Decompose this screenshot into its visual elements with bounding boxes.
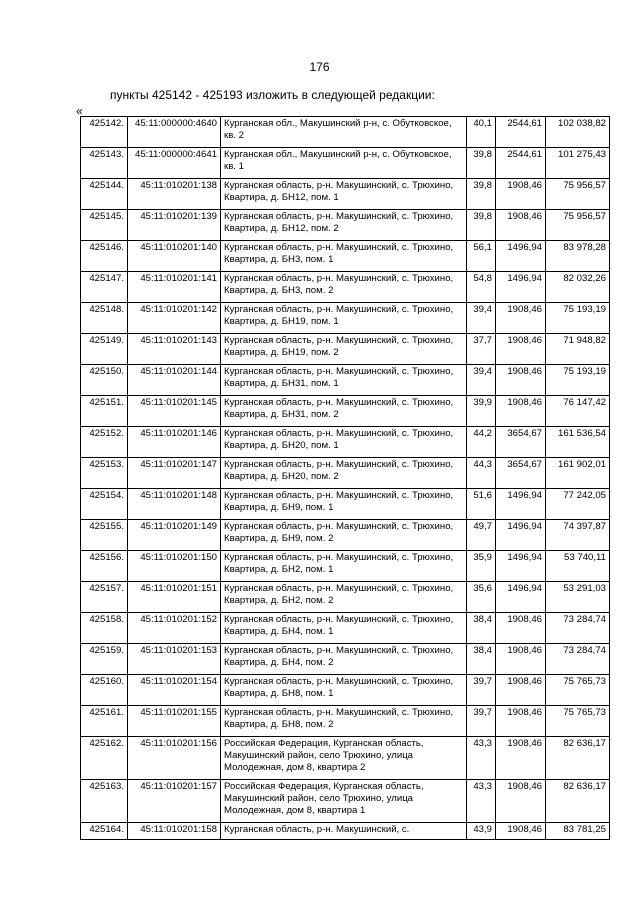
table-row [81, 644, 610, 675]
row-number-cell: 425146. [81, 241, 128, 272]
row-number-cell: 425143. [81, 148, 128, 179]
address-cell: Курганская область, р-н. Макушинский, с. Трюхино, Квартира, д. БН3, пом. 2 [221, 272, 467, 303]
address-cell: Курганская область, р-н. Макушинский, с. Трюхино, Квартира, д. БН3, пом. 1 [221, 241, 467, 272]
specific-value-cell: 2544,61 [496, 148, 546, 179]
table-row [81, 210, 610, 241]
specific-value-cell: 1496,94 [496, 489, 546, 520]
address-cell: Курганская область, р-н. Макушинский, с. Трюхино, Квартира, д. БН8, пом. 1 [221, 675, 467, 706]
table-row [81, 117, 610, 148]
address-cell: Курганская область, р-н. Макушинский, с. Трюхино, Квартира, д. БН2, пом. 2 [221, 582, 467, 613]
area-cell: 38,4 [467, 644, 496, 675]
area-cell: 56,1 [467, 241, 496, 272]
row-number-cell: 425155. [81, 520, 128, 551]
row-number-cell: 425153. [81, 458, 128, 489]
area-cell: 51,6 [467, 489, 496, 520]
row-number-cell: 425163. [81, 780, 128, 823]
table-row [81, 489, 610, 520]
cadastral-value-cell: 53 740,11 [546, 551, 610, 582]
area-cell: 40,1 [467, 117, 496, 148]
specific-value-cell: 3654,67 [496, 458, 546, 489]
cadastral-number-cell: 45:11:010201:138 [128, 179, 221, 210]
cadastral-value-cell: 102 038,82 [546, 117, 610, 148]
cadastral-number-cell: 45:11:010201:144 [128, 365, 221, 396]
specific-value-cell: 2544,61 [496, 117, 546, 148]
cadastral-value-cell: 82 636,17 [546, 737, 610, 780]
area-cell: 43,3 [467, 737, 496, 780]
cadastral-number-cell: 45:11:010201:153 [128, 644, 221, 675]
address-cell: Курганская область, р-н. Макушинский, с. Трюхино, Квартира, д. БН12, пом. 1 [221, 179, 467, 210]
address-cell: Курганская область, р-н. Макушинский, с. Трюхино, Квартира, д. БН4, пом. 1 [221, 613, 467, 644]
row-number-cell: 425158. [81, 613, 128, 644]
table-row [81, 365, 610, 396]
table-row [81, 396, 610, 427]
cadastral-number-cell: 45:11:010201:156 [128, 737, 221, 780]
area-cell: 39,9 [467, 396, 496, 427]
table-row [81, 334, 610, 365]
cadastral-number-cell: 45:11:010201:155 [128, 706, 221, 737]
cadastral-number-cell: 45:11:010201:139 [128, 210, 221, 241]
specific-value-cell: 1908,46 [496, 210, 546, 241]
specific-value-cell: 1496,94 [496, 520, 546, 551]
area-cell: 35,6 [467, 582, 496, 613]
specific-value-cell: 1496,94 [496, 272, 546, 303]
table-row [81, 737, 610, 780]
area-cell: 39,8 [467, 148, 496, 179]
area-cell: 37,7 [467, 334, 496, 365]
table-row [81, 780, 610, 823]
page-number: 176 [309, 60, 330, 74]
specific-value-cell: 1908,46 [496, 396, 546, 427]
specific-value-cell: 1908,46 [496, 613, 546, 644]
cadastral-value-cell: 75 956,57 [546, 179, 610, 210]
specific-value-cell: 1908,46 [496, 823, 546, 840]
address-cell: Курганская область, р-н. Макушинский, с. Трюхино, Квартира, д. БН9, пом. 1 [221, 489, 467, 520]
cadastral-number-cell: 45:11:010201:147 [128, 458, 221, 489]
cadastral-number-cell: 45:11:000000:4640 [128, 117, 221, 148]
cadastral-value-cell: 161 536,54 [546, 427, 610, 458]
specific-value-cell: 1908,46 [496, 334, 546, 365]
row-number-cell: 425164. [81, 823, 128, 840]
cadastral-number-cell: 45:11:010201:142 [128, 303, 221, 334]
row-number-cell: 425144. [81, 179, 128, 210]
row-number-cell: 425148. [81, 303, 128, 334]
cadastral-value-cell: 75 765,73 [546, 706, 610, 737]
address-cell: Курганская область, р-н. Макушинский, с. Трюхино, Квартира, д. БН8, пом. 2 [221, 706, 467, 737]
row-number-cell: 425142. [81, 117, 128, 148]
specific-value-cell: 1496,94 [496, 241, 546, 272]
cadastral-number-cell: 45:11:010201:157 [128, 780, 221, 823]
row-number-cell: 425145. [81, 210, 128, 241]
area-cell: 39,7 [467, 675, 496, 706]
area-cell: 39,7 [467, 706, 496, 737]
area-cell: 44,2 [467, 427, 496, 458]
address-cell: Курганская обл., Макушинский р-н, с. Обутковское, кв. 1 [221, 148, 467, 179]
opening-quote: « [76, 104, 83, 118]
cadastral-number-cell: 45:11:010201:140 [128, 241, 221, 272]
address-cell: Курганская область, р-н. Макушинский, с. Трюхино, Квартира, д. БН9, пом. 2 [221, 520, 467, 551]
address-cell: Курганская область, р-н. Макушинский, с. Трюхино, Квартира, д. БН31, пом. 2 [221, 396, 467, 427]
specific-value-cell: 1908,46 [496, 675, 546, 706]
cadastral-value-cell: 53 291,03 [546, 582, 610, 613]
specific-value-cell: 3654,67 [496, 427, 546, 458]
cadastral-number-cell: 45:11:000000:4641 [128, 148, 221, 179]
cadastral-value-cell: 71 948,82 [546, 334, 610, 365]
specific-value-cell: 1908,46 [496, 780, 546, 823]
cadastral-value-cell: 73 284,74 [546, 613, 610, 644]
cadastral-value-cell: 82 636,17 [546, 780, 610, 823]
table-row [81, 427, 610, 458]
address-cell: Курганская область, р-н. Макушинский, с. Трюхино, Квартира, д. БН20, пом. 2 [221, 458, 467, 489]
address-cell: Курганская область, р-н. Макушинский, с. Трюхино, Квартира, д. БН20, пом. 1 [221, 427, 467, 458]
area-cell: 35,9 [467, 551, 496, 582]
cadastral-number-cell: 45:11:010201:148 [128, 489, 221, 520]
specific-value-cell: 1496,94 [496, 582, 546, 613]
table-row [81, 823, 610, 840]
table-row [81, 148, 610, 179]
row-number-cell: 425149. [81, 334, 128, 365]
cadastral-number-cell: 45:11:010201:152 [128, 613, 221, 644]
row-number-cell: 425152. [81, 427, 128, 458]
row-number-cell: 425150. [81, 365, 128, 396]
specific-value-cell: 1908,46 [496, 644, 546, 675]
area-cell: 39,8 [467, 179, 496, 210]
intro-text: пункты 425142 - 425193 изложить в следующей редакции: [110, 88, 435, 102]
row-number-cell: 425160. [81, 675, 128, 706]
row-number-cell: 425162. [81, 737, 128, 780]
area-cell: 38,4 [467, 613, 496, 644]
table-row [81, 551, 610, 582]
cadastral-number-cell: 45:11:010201:146 [128, 427, 221, 458]
cadastral-number-cell: 45:11:010201:150 [128, 551, 221, 582]
table-row [81, 675, 610, 706]
cadastral-value-cell: 82 032,26 [546, 272, 610, 303]
cadastral-value-cell: 76 147,42 [546, 396, 610, 427]
specific-value-cell: 1908,46 [496, 737, 546, 780]
cadastral-number-cell: 45:11:010201:149 [128, 520, 221, 551]
specific-value-cell: 1908,46 [496, 706, 546, 737]
table-row [81, 179, 610, 210]
area-cell: 54,8 [467, 272, 496, 303]
area-cell: 44,3 [467, 458, 496, 489]
area-cell: 43,3 [467, 780, 496, 823]
row-number-cell: 425156. [81, 551, 128, 582]
table-row [81, 582, 610, 613]
cadastral-value-cell: 83 978,28 [546, 241, 610, 272]
specific-value-cell: 1908,46 [496, 365, 546, 396]
address-cell: Курганская область, р-н. Макушинский, с. Трюхино, Квартира, д. БН19, пом. 1 [221, 303, 467, 334]
table-row [81, 613, 610, 644]
address-cell: Курганская область, р-н. Макушинский, с. Трюхино, Квартира, д. БН31, пом. 1 [221, 365, 467, 396]
table-row [81, 272, 610, 303]
cadastral-value-cell: 75 765,73 [546, 675, 610, 706]
cadastral-number-cell: 45:11:010201:143 [128, 334, 221, 365]
cadastral-value-cell: 75 193,19 [546, 365, 610, 396]
cadastral-value-cell: 83 781,25 [546, 823, 610, 840]
area-cell: 39,8 [467, 210, 496, 241]
row-number-cell: 425154. [81, 489, 128, 520]
table-row [81, 241, 610, 272]
table-row [81, 706, 610, 737]
row-number-cell: 425161. [81, 706, 128, 737]
address-cell: Курганская область, р-н. Макушинский, с. Трюхино, Квартира, д. БН19, пом. 2 [221, 334, 467, 365]
cadastral-value-cell: 161 902,01 [546, 458, 610, 489]
cadastral-number-cell: 45:11:010201:158 [128, 823, 221, 840]
address-cell: Российская Федерация, Курганская область, Макушинский район, село Трюхино, улица Молодежная, дом 8, квартира 2 [221, 737, 467, 780]
cadastral-value-cell: 75 193,19 [546, 303, 610, 334]
area-cell: 39,4 [467, 365, 496, 396]
specific-value-cell: 1908,46 [496, 303, 546, 334]
row-number-cell: 425157. [81, 582, 128, 613]
row-number-cell: 425147. [81, 272, 128, 303]
row-number-cell: 425159. [81, 644, 128, 675]
address-cell: Курганская область, р-н. Макушинский, с. Трюхино, Квартира, д. БН2, пом. 1 [221, 551, 467, 582]
registry-table [80, 116, 610, 840]
address-cell: Курганская область, р-н. Макушинский, с. Трюхино, Квартира, д. БН4, пом. 2 [221, 644, 467, 675]
area-cell: 49,7 [467, 520, 496, 551]
cadastral-number-cell: 45:11:010201:145 [128, 396, 221, 427]
cadastral-number-cell: 45:11:010201:141 [128, 272, 221, 303]
cadastral-value-cell: 101 275,43 [546, 148, 610, 179]
address-cell: Российская Федерация, Курганская область, Макушинский район, село Трюхино, улица Молодежная, дом 8, квартира 1 [221, 780, 467, 823]
area-cell: 39,4 [467, 303, 496, 334]
row-number-cell: 425151. [81, 396, 128, 427]
specific-value-cell: 1496,94 [496, 551, 546, 582]
cadastral-number-cell: 45:11:010201:154 [128, 675, 221, 706]
table-row [81, 520, 610, 551]
table-row [81, 458, 610, 489]
table-row [81, 303, 610, 334]
address-cell: Курганская обл., Макушинский р-н, с. Обутковское, кв. 2 [221, 117, 467, 148]
cadastral-value-cell: 77 242,05 [546, 489, 610, 520]
address-cell: Курганская область, р-н. Макушинский, с. [221, 823, 467, 840]
area-cell: 43,9 [467, 823, 496, 840]
address-cell: Курганская область, р-н. Макушинский, с. Трюхино, Квартира, д. БН12, пом. 2 [221, 210, 467, 241]
cadastral-value-cell: 75 956,57 [546, 210, 610, 241]
cadastral-value-cell: 73 284,74 [546, 644, 610, 675]
specific-value-cell: 1908,46 [496, 179, 546, 210]
cadastral-value-cell: 74 397,87 [546, 520, 610, 551]
cadastral-number-cell: 45:11:010201:151 [128, 582, 221, 613]
